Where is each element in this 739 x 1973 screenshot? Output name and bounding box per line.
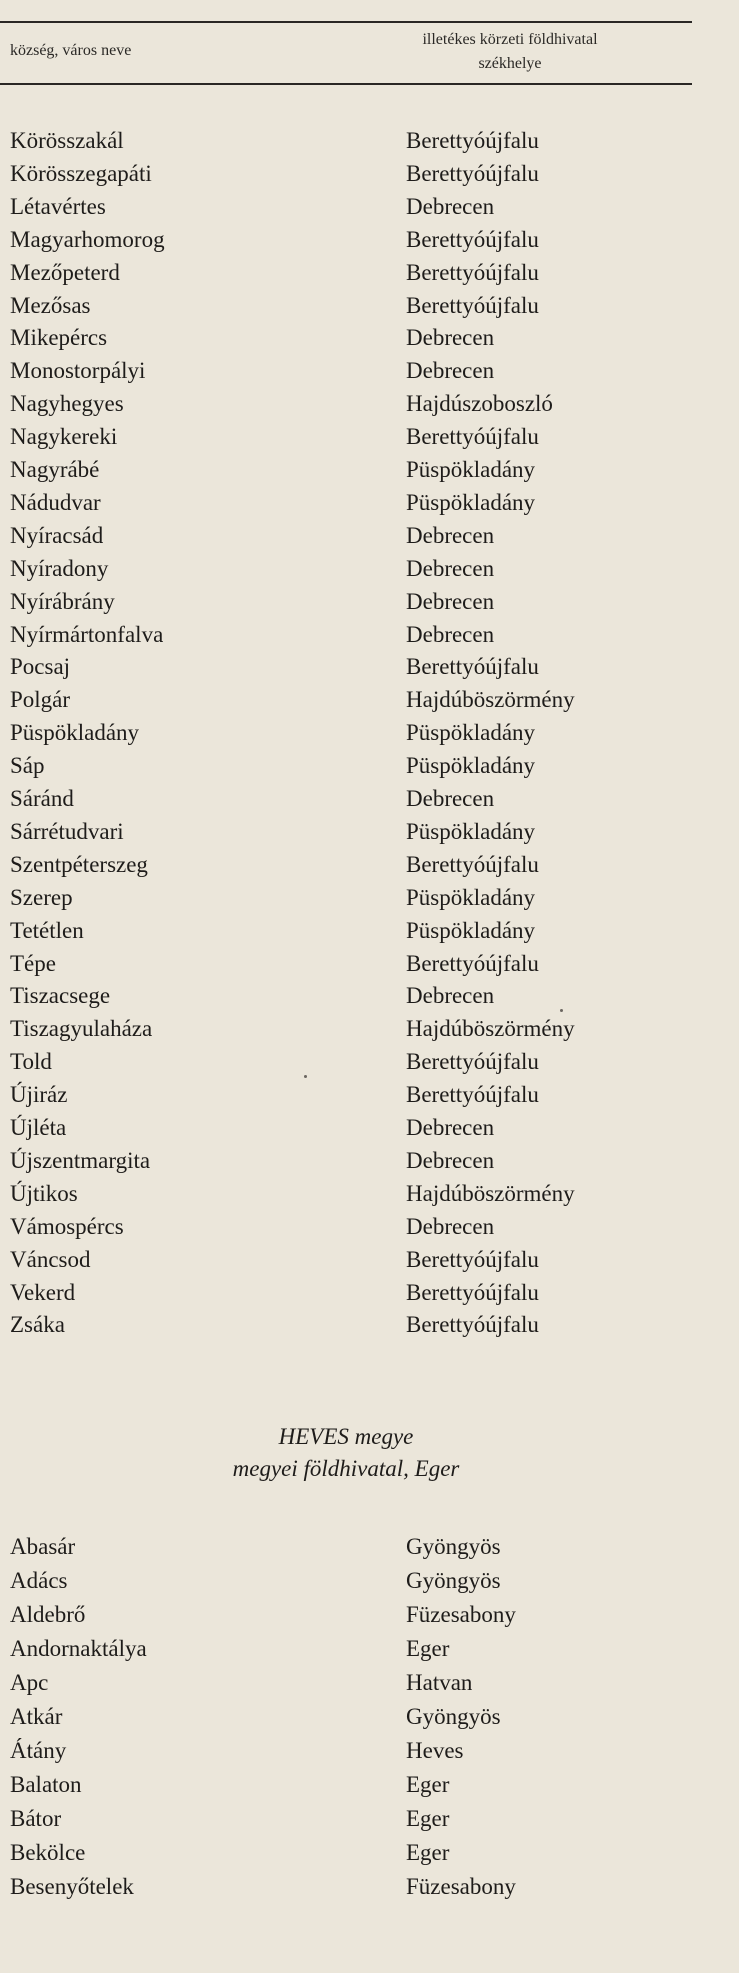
land-office-name: Püspökladány bbox=[406, 753, 536, 779]
table-row bbox=[0, 1243, 692, 1276]
town-name: Zsáka bbox=[10, 1312, 65, 1338]
county-office-subheading: megyei földhivatal, Eger bbox=[232, 1456, 460, 1481]
town-name: Besenyőtelek bbox=[10, 1874, 134, 1899]
table-row bbox=[0, 190, 692, 223]
town-name: Abasár bbox=[10, 1534, 76, 1559]
land-office-name: Berettyóújfalu bbox=[406, 424, 539, 450]
table-row bbox=[0, 979, 692, 1012]
table-row bbox=[0, 124, 692, 157]
table-row bbox=[0, 1276, 692, 1309]
town-name: Bátor bbox=[10, 1806, 62, 1831]
town-name: Újszentmargita bbox=[10, 1147, 151, 1173]
table-row bbox=[0, 1734, 692, 1767]
town-name: Mezősas bbox=[10, 292, 91, 318]
town-name: Körösszakál bbox=[10, 128, 124, 153]
table-row bbox=[0, 223, 692, 256]
table-row bbox=[0, 1564, 692, 1597]
town-name: Tetétlen bbox=[10, 917, 84, 943]
table-row bbox=[0, 354, 692, 387]
land-office-name: Debrecen bbox=[406, 193, 495, 219]
town-name: Nagykereki bbox=[10, 424, 118, 450]
town-name: Körösszegapáti bbox=[10, 160, 152, 186]
town-name: Aldebrő bbox=[10, 1602, 86, 1627]
land-office-name: Berettyóújfalu bbox=[406, 292, 539, 318]
land-office-name: Debrecen bbox=[406, 1115, 495, 1140]
table-row bbox=[0, 716, 692, 749]
table-row bbox=[0, 848, 692, 881]
table-row bbox=[0, 585, 692, 618]
town-name: Újtikos bbox=[10, 1180, 78, 1206]
land-office-name: Debrecen bbox=[406, 1213, 495, 1239]
land-office-name: Hajdúböszörmény bbox=[406, 1016, 575, 1042]
table-row bbox=[0, 749, 692, 782]
table-row bbox=[0, 1598, 692, 1631]
table-row bbox=[0, 1802, 692, 1835]
town-name: Vekerd bbox=[10, 1279, 76, 1305]
land-office-name: Heves bbox=[406, 1738, 464, 1763]
land-office-name: Debrecen bbox=[406, 555, 495, 581]
land-office-name: Püspökladány bbox=[406, 884, 536, 910]
land-office-name: Debrecen bbox=[406, 1147, 495, 1173]
town-name: Nyírábrány bbox=[10, 588, 115, 614]
table-row bbox=[0, 1308, 692, 1341]
town-name: Szentpéterszeg bbox=[10, 851, 148, 877]
land-office-name: Berettyóújfalu bbox=[406, 259, 539, 285]
town-name: Nyíradony bbox=[10, 555, 109, 581]
land-office-name: Debrecen bbox=[406, 983, 495, 1009]
table-row bbox=[0, 1144, 692, 1177]
table-row bbox=[0, 1111, 692, 1144]
town-name: Apc bbox=[10, 1670, 49, 1695]
table-row bbox=[0, 782, 692, 815]
print-speck bbox=[560, 1009, 563, 1012]
town-name: Told bbox=[10, 1049, 52, 1075]
land-office-name: Debrecen bbox=[406, 325, 495, 351]
table-row bbox=[0, 683, 692, 716]
header-bottom-rule bbox=[0, 83, 692, 85]
table-row bbox=[0, 157, 692, 190]
town-name: Atkár bbox=[10, 1704, 63, 1729]
land-office-name: Hajdúszoboszló bbox=[406, 391, 553, 417]
table-row bbox=[0, 1700, 692, 1733]
table-row bbox=[0, 1870, 692, 1903]
table-row bbox=[0, 1078, 692, 1111]
land-office-name: Berettyóújfalu bbox=[406, 1082, 539, 1108]
town-name: Mezőpeterd bbox=[10, 259, 120, 285]
land-office-name: Gyöngyös bbox=[406, 1534, 501, 1559]
table-row bbox=[0, 519, 692, 552]
land-office-name: Eger bbox=[406, 1772, 450, 1797]
table-row bbox=[0, 1768, 692, 1801]
land-office-name: Püspökladány bbox=[406, 720, 536, 746]
county-heading: HEVES megye bbox=[278, 1424, 414, 1449]
table-row bbox=[0, 1210, 692, 1243]
land-office-name: Hajdúböszörmény bbox=[406, 1180, 575, 1206]
print-speck bbox=[304, 1075, 307, 1078]
table-row bbox=[0, 1177, 692, 1210]
town-name: Püspökladány bbox=[10, 720, 140, 746]
town-name: Átány bbox=[10, 1738, 67, 1763]
town-name: Nagyhegyes bbox=[10, 391, 124, 417]
town-name: Szerep bbox=[10, 884, 73, 910]
land-office-name: Eger bbox=[406, 1636, 450, 1661]
land-office-name: Debrecen bbox=[406, 522, 495, 548]
town-name: Létavértes bbox=[10, 193, 106, 219]
land-office-name: Püspökladány bbox=[406, 457, 536, 482]
town-name: Mikepércs bbox=[10, 325, 108, 351]
column-header-town: község, város neve bbox=[10, 42, 132, 59]
table-row bbox=[0, 650, 692, 683]
town-name: Váncsod bbox=[10, 1246, 91, 1272]
land-office-name: Berettyóújfalu bbox=[406, 1246, 539, 1272]
land-office-name: Püspökladány bbox=[406, 818, 536, 844]
town-name: Sáránd bbox=[10, 786, 74, 811]
table-row bbox=[0, 1836, 692, 1869]
town-name: Nagyrábé bbox=[10, 457, 100, 482]
table-row bbox=[0, 1045, 692, 1078]
town-name: Adács bbox=[10, 1568, 68, 1593]
town-name: Tépe bbox=[10, 950, 56, 976]
column-header-office-line1: illetékes körzeti földhivatal bbox=[422, 31, 598, 48]
land-office-name: Eger bbox=[406, 1806, 450, 1831]
land-office-name: Debrecen bbox=[406, 358, 495, 384]
column-header-office-line2: székhelye bbox=[478, 55, 542, 72]
land-office-name: Berettyóújfalu bbox=[406, 226, 539, 252]
land-office-name: Hatvan bbox=[406, 1670, 473, 1695]
land-office-name: Berettyóújfalu bbox=[406, 160, 539, 186]
land-office-name: Füzesabony bbox=[406, 1874, 516, 1899]
town-name: Nádudvar bbox=[10, 489, 101, 515]
table-row bbox=[0, 881, 692, 914]
town-name: Vámospércs bbox=[10, 1213, 124, 1239]
town-name: Pocsaj bbox=[10, 654, 71, 680]
town-name: Újléta bbox=[10, 1115, 67, 1140]
town-name: Sárrétudvari bbox=[10, 818, 124, 844]
land-office-name: Püspökladány bbox=[406, 917, 536, 943]
table-row bbox=[0, 947, 692, 980]
town-name: Nyíracsád bbox=[10, 522, 104, 548]
table-row bbox=[0, 486, 692, 519]
land-office-name: Eger bbox=[406, 1840, 450, 1865]
town-name: Andornaktálya bbox=[10, 1636, 147, 1661]
land-office-name: Berettyóújfalu bbox=[406, 128, 539, 153]
town-name: Nyírmártonfalva bbox=[10, 621, 164, 647]
table-row bbox=[0, 1012, 692, 1045]
land-office-name: Debrecen bbox=[406, 588, 495, 614]
land-office-name: Berettyóújfalu bbox=[406, 1279, 539, 1305]
table-row bbox=[0, 914, 692, 947]
land-office-name: Gyöngyös bbox=[406, 1568, 501, 1593]
land-office-name: Berettyóújfalu bbox=[406, 1312, 539, 1338]
land-office-name: Berettyóújfalu bbox=[406, 1049, 539, 1075]
town-name: Tiszacsege bbox=[10, 983, 111, 1009]
land-office-name: Püspökladány bbox=[406, 489, 536, 515]
land-office-name: Berettyóújfalu bbox=[406, 654, 539, 680]
table-row bbox=[0, 1632, 692, 1665]
table-row bbox=[0, 1530, 692, 1563]
table-row bbox=[0, 321, 692, 354]
land-office-name: Berettyóújfalu bbox=[406, 851, 539, 877]
land-office-name: Hajdúböszörmény bbox=[406, 687, 575, 713]
column-header-office bbox=[360, 28, 660, 76]
town-name: Magyarhomorog bbox=[10, 226, 165, 252]
land-office-name: Debrecen bbox=[406, 621, 495, 647]
table-row bbox=[0, 552, 692, 585]
table-row bbox=[0, 289, 692, 322]
header-top-rule bbox=[0, 21, 692, 23]
land-office-name: Berettyóújfalu bbox=[406, 950, 539, 976]
table-row bbox=[0, 453, 692, 486]
table-row bbox=[0, 256, 692, 289]
land-office-name: Füzesabony bbox=[406, 1602, 516, 1627]
land-office-name: Debrecen bbox=[406, 786, 495, 811]
land-office-name: Gyöngyös bbox=[406, 1704, 501, 1729]
town-name: Polgár bbox=[10, 687, 71, 713]
town-name: Monostorpályi bbox=[10, 358, 146, 384]
town-name: Újiráz bbox=[10, 1082, 68, 1108]
town-name: Sáp bbox=[10, 753, 45, 779]
table-row bbox=[0, 618, 692, 651]
table-row bbox=[0, 420, 692, 453]
town-name: Balaton bbox=[10, 1772, 82, 1797]
table-row bbox=[0, 1666, 692, 1699]
town-name: Bekölce bbox=[10, 1840, 86, 1865]
table-row bbox=[0, 815, 692, 848]
table-row bbox=[0, 387, 692, 420]
town-name: Tiszagyulaháza bbox=[10, 1016, 153, 1042]
